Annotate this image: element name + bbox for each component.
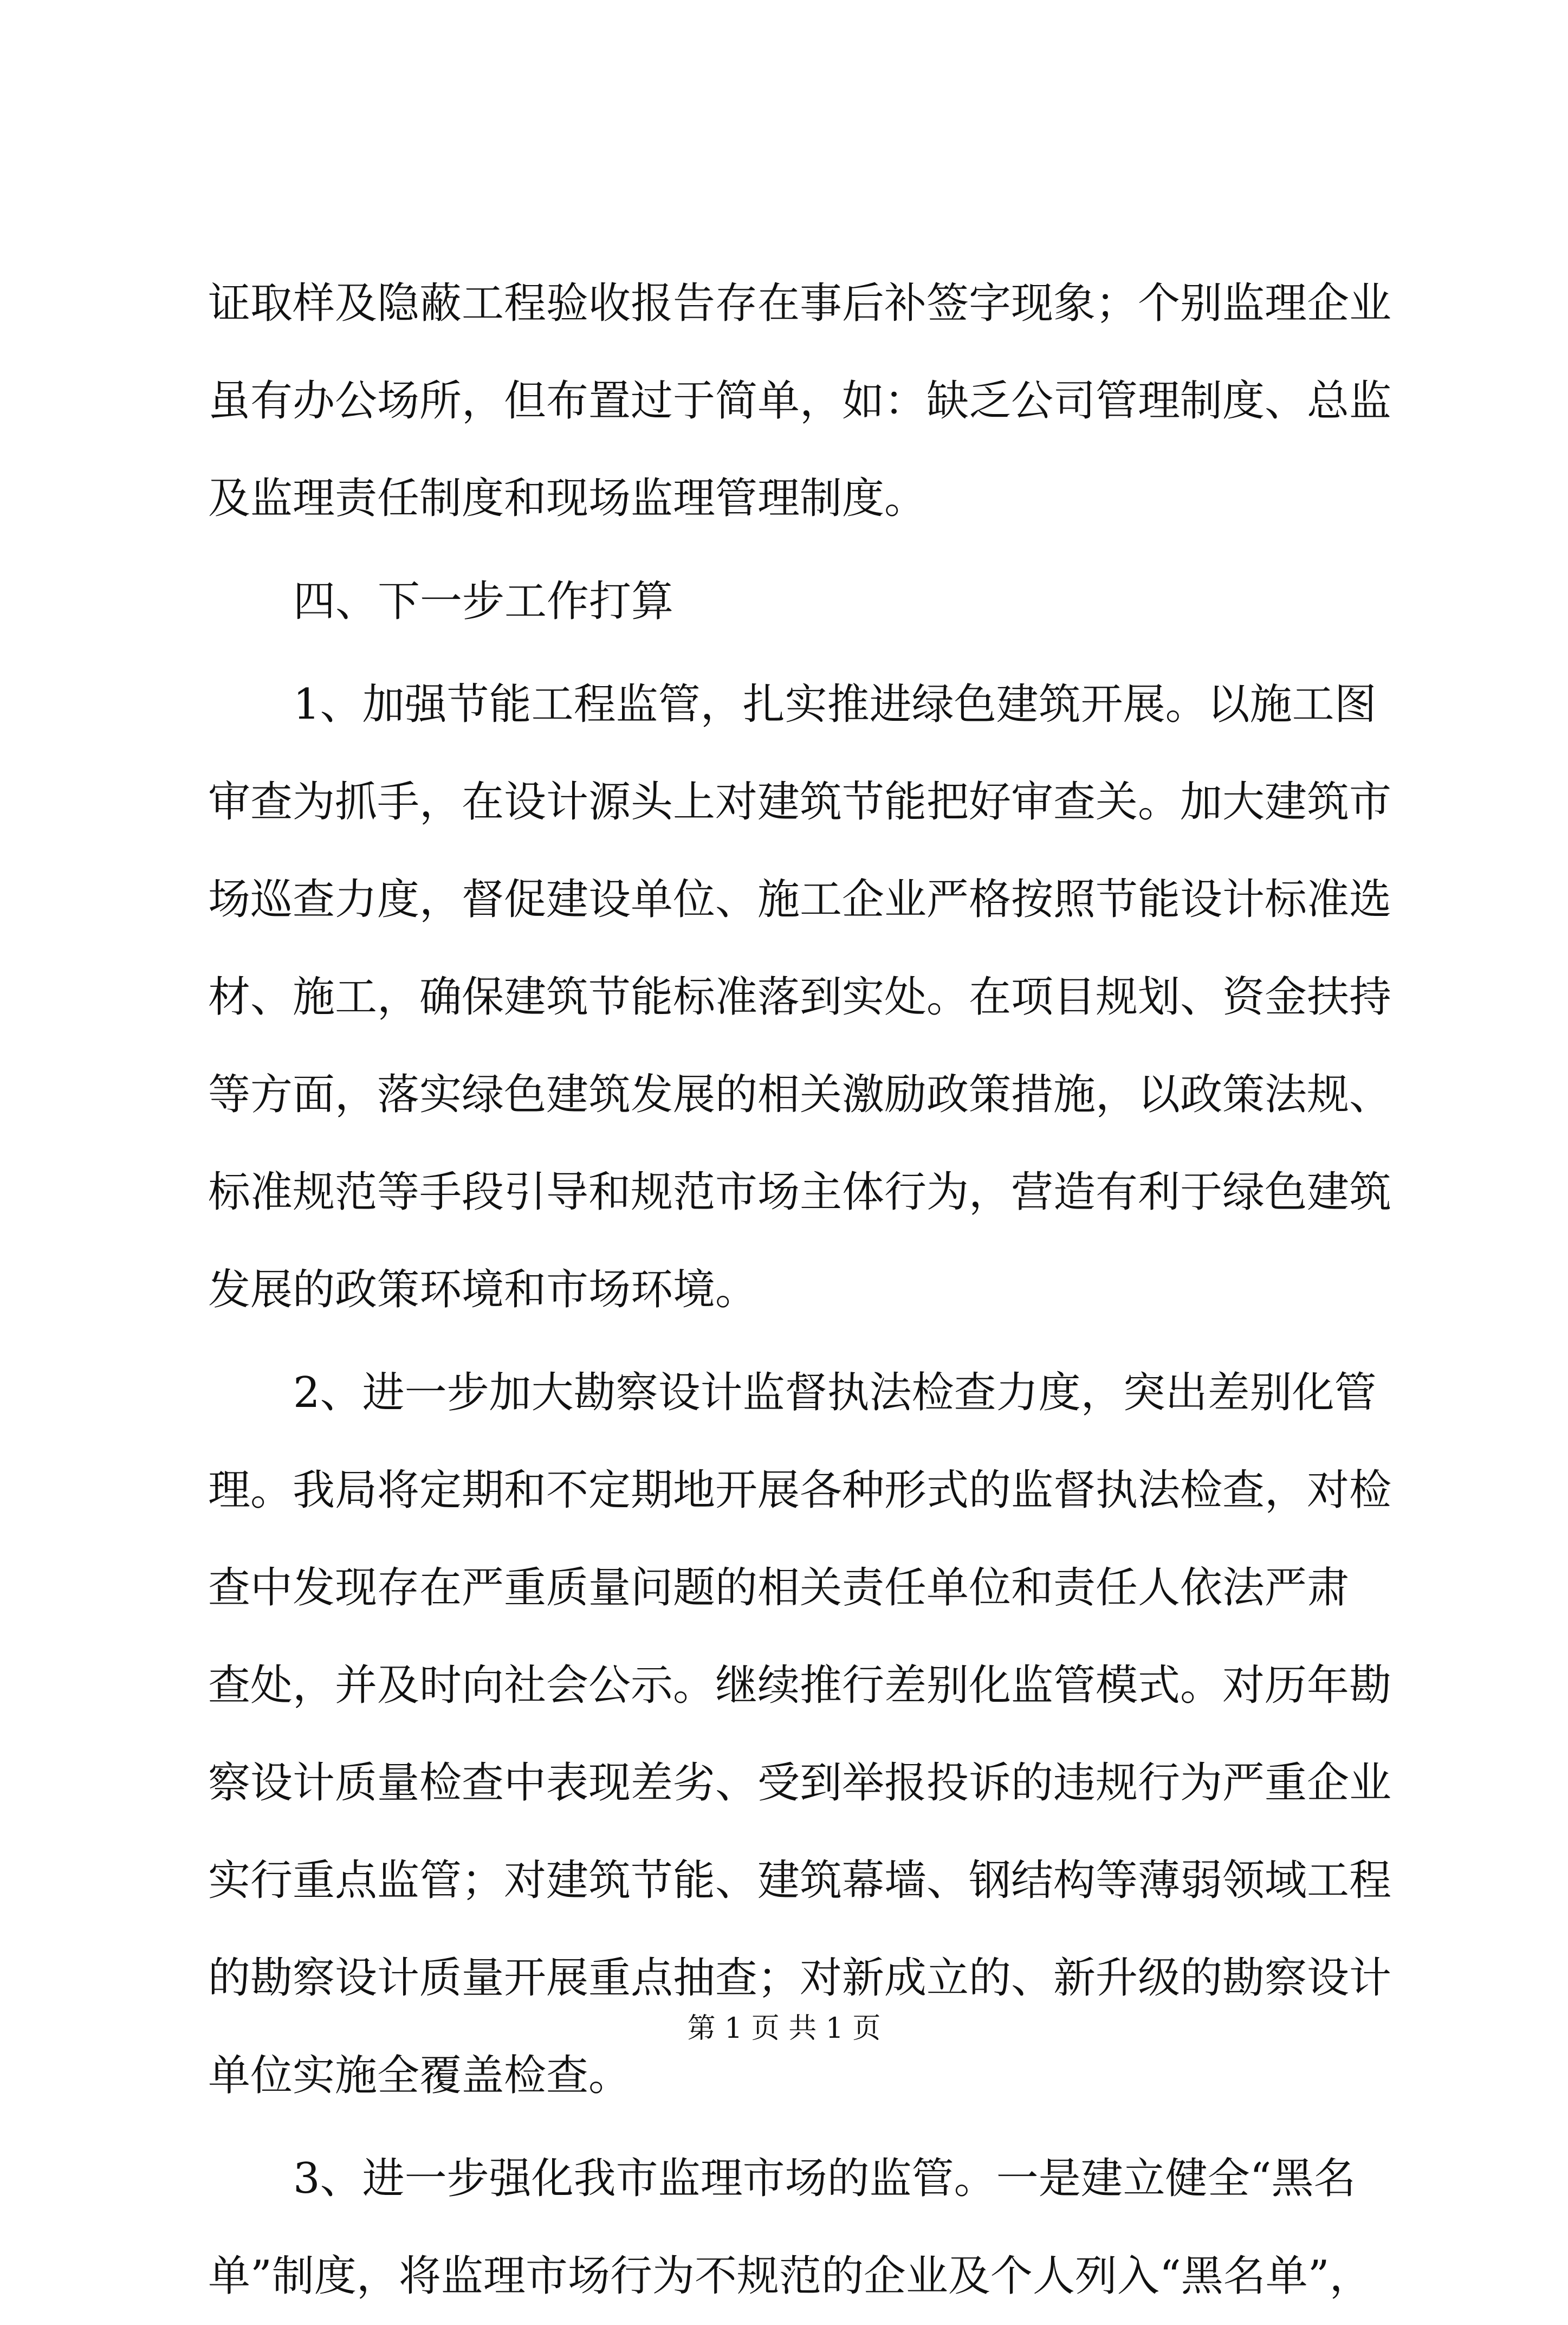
text-line: 单位实施全覆盖检查。 — [208, 2051, 631, 2100]
text-line: 发展的政策环境和市场环境。 — [208, 1265, 758, 1314]
text-line: 场巡查力度，督促建设单位、施工企业严格按照节能设计标准选 — [208, 875, 1392, 924]
section-heading: 四、下一步工作打算 — [293, 577, 674, 626]
text-line: 查中发现存在严重质量问题的相关责任单位和责任人依法严肃 — [208, 1564, 1350, 1612]
text-line: 标准规范等手段引导和规范市场主体行为，营造有利于绿色建筑 — [208, 1168, 1392, 1217]
page-number-label: 第 1 页 共 1 页 — [687, 2012, 881, 2045]
text-line: 理。我局将定期和不定期地开展各种形式的监督执法检查，对检 — [208, 1466, 1392, 1515]
paragraph-first-line: 1、加强节能工程监管，扎实推进绿色建筑开展。以施工图 — [293, 680, 1377, 729]
text-line: 察设计质量检查中表现差劣、受到举报投诉的违规行为严重企业 — [208, 1759, 1392, 1807]
text-line: 及监理责任制度和现场监理管理制度。 — [208, 474, 927, 523]
text-line: 证取样及隐蔽工程验收报告存在事后补签字现象；个别监理企业 — [208, 279, 1392, 328]
text-line: 审查为抓手，在设计源头上对建筑节能把好审查关。加大建筑市 — [208, 778, 1392, 826]
text-line: 虽有办公场所，但布置过于简单，如：缺乏公司管理制度、总监 — [208, 377, 1392, 425]
text-line: 材、施工，确保建筑节能标准落到实处。在项目规划、资金扶持 — [208, 973, 1392, 1022]
paragraph-first-line: 3、进一步强化我市监理市场的监管。一是建立健全“黑名 — [293, 2154, 1356, 2203]
text-line: 等方面，落实绿色建筑发展的相关激励政策措施，以政策法规、 — [208, 1070, 1392, 1119]
text-line: 的勘察设计质量开展重点抽查；对新成立的、新升级的勘察设计 — [208, 1954, 1392, 2003]
page-footer — [0, 2005, 1568, 2046]
text-line: 实行重点监管；对建筑节能、建筑幕墙、钢结构等薄弱领域工程 — [208, 1856, 1392, 1905]
text-line: 查处，并及时向社会公示。继续推行差别化监管模式。对历年勘 — [208, 1661, 1392, 1710]
paragraph-first-line: 2、进一步加大勘察设计监督执法检查力度，突出差别化管 — [293, 1368, 1377, 1417]
text-line: 单”制度，将监理市场行为不规范的企业及个人列入“黑名单”， — [208, 2252, 1372, 2301]
